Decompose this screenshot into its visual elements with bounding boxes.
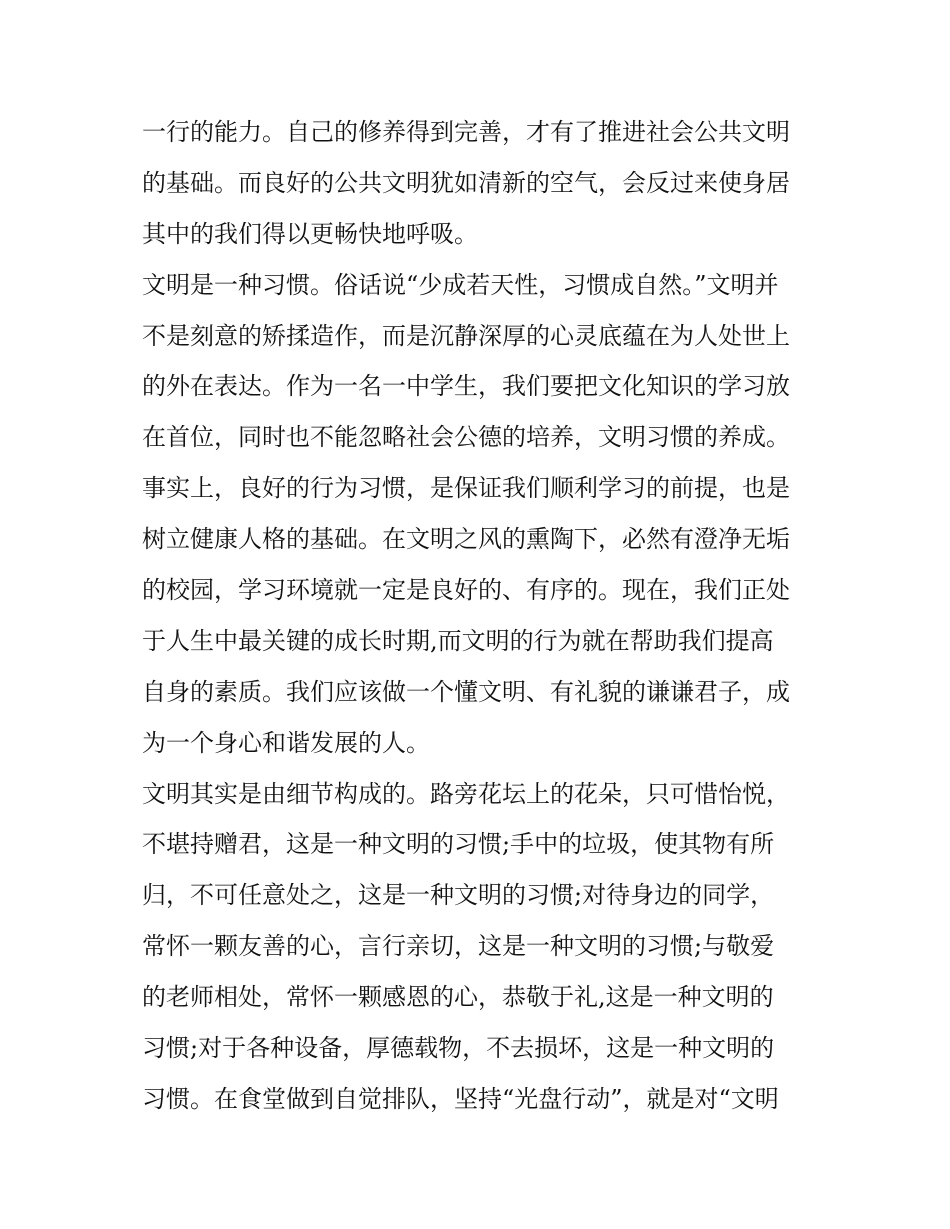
text-line: 的外在表达。作为一名一中学生，我们要把文化知识的学习放 bbox=[142, 372, 790, 401]
text-line: 的基础。而良好的公共文明犹如清新的空气，会反过来使身居 bbox=[142, 168, 790, 197]
text-line: 习惯;对于各种设备，厚德载物，不去损坏，这是一种文明的 bbox=[142, 1034, 775, 1063]
text-line: 文明是一种习惯。俗话说“少成若天性，习惯成自然。”文明并 bbox=[142, 270, 779, 299]
text-line: 的老师相处，常怀一颗感恩的心，恭敬于礼,这是一种文明的 bbox=[142, 983, 774, 1012]
text-line: 于人生中最关键的成长时期,而文明的行为就在帮助我们提高 bbox=[142, 626, 774, 655]
text-line: 一行的能力。自己的修养得到完善，才有了推进社会公共文明 bbox=[142, 118, 790, 146]
text-line: 不堪持赠君，这是一种文明的习惯;手中的垃圾，使其物有所 bbox=[142, 830, 775, 859]
body-text bbox=[142, 107, 822, 1125]
text-line: 树立健康人格的基础。在文明之风的熏陶下，必然有澄净无垢 bbox=[142, 525, 790, 554]
text-line: 其中的我们得以更畅快地呼吸。 bbox=[142, 219, 478, 248]
text-line: 习惯。在食堂做到自觉排队，坚持“光盘行动”，就是对“文明 bbox=[142, 1084, 779, 1113]
text-line: 文明其实是由细节构成的。路旁花坛上的花朵，只可惜怡悦， bbox=[142, 779, 790, 808]
text-line: 为一个身心和谐发展的人。 bbox=[142, 728, 430, 757]
text-line: 常怀一颗友善的心，言行亲切，这是一种文明的习惯;与敬爱 bbox=[142, 932, 775, 961]
text-line: 自身的素质。我们应该做一个懂文明、有礼貌的谦谦君子，成 bbox=[142, 677, 790, 706]
text-line: 事实上，良好的行为习惯，是保证我们顺利学习的前提，也是 bbox=[142, 474, 790, 503]
text-line: 在首位，同时也不能忽略社会公德的培养，文明习惯的养成。 bbox=[142, 423, 790, 452]
text-line: 归，不可任意处之，这是一种文明的习惯;对待身边的同学， bbox=[142, 881, 775, 910]
text-line: 的校园，学习环境就一定是良好的、有序的。现在，我们正处 bbox=[142, 576, 790, 605]
text-line: 不是刻意的矫揉造作，而是沉静深厚的心灵底蕴在为人处世上 bbox=[142, 321, 790, 350]
